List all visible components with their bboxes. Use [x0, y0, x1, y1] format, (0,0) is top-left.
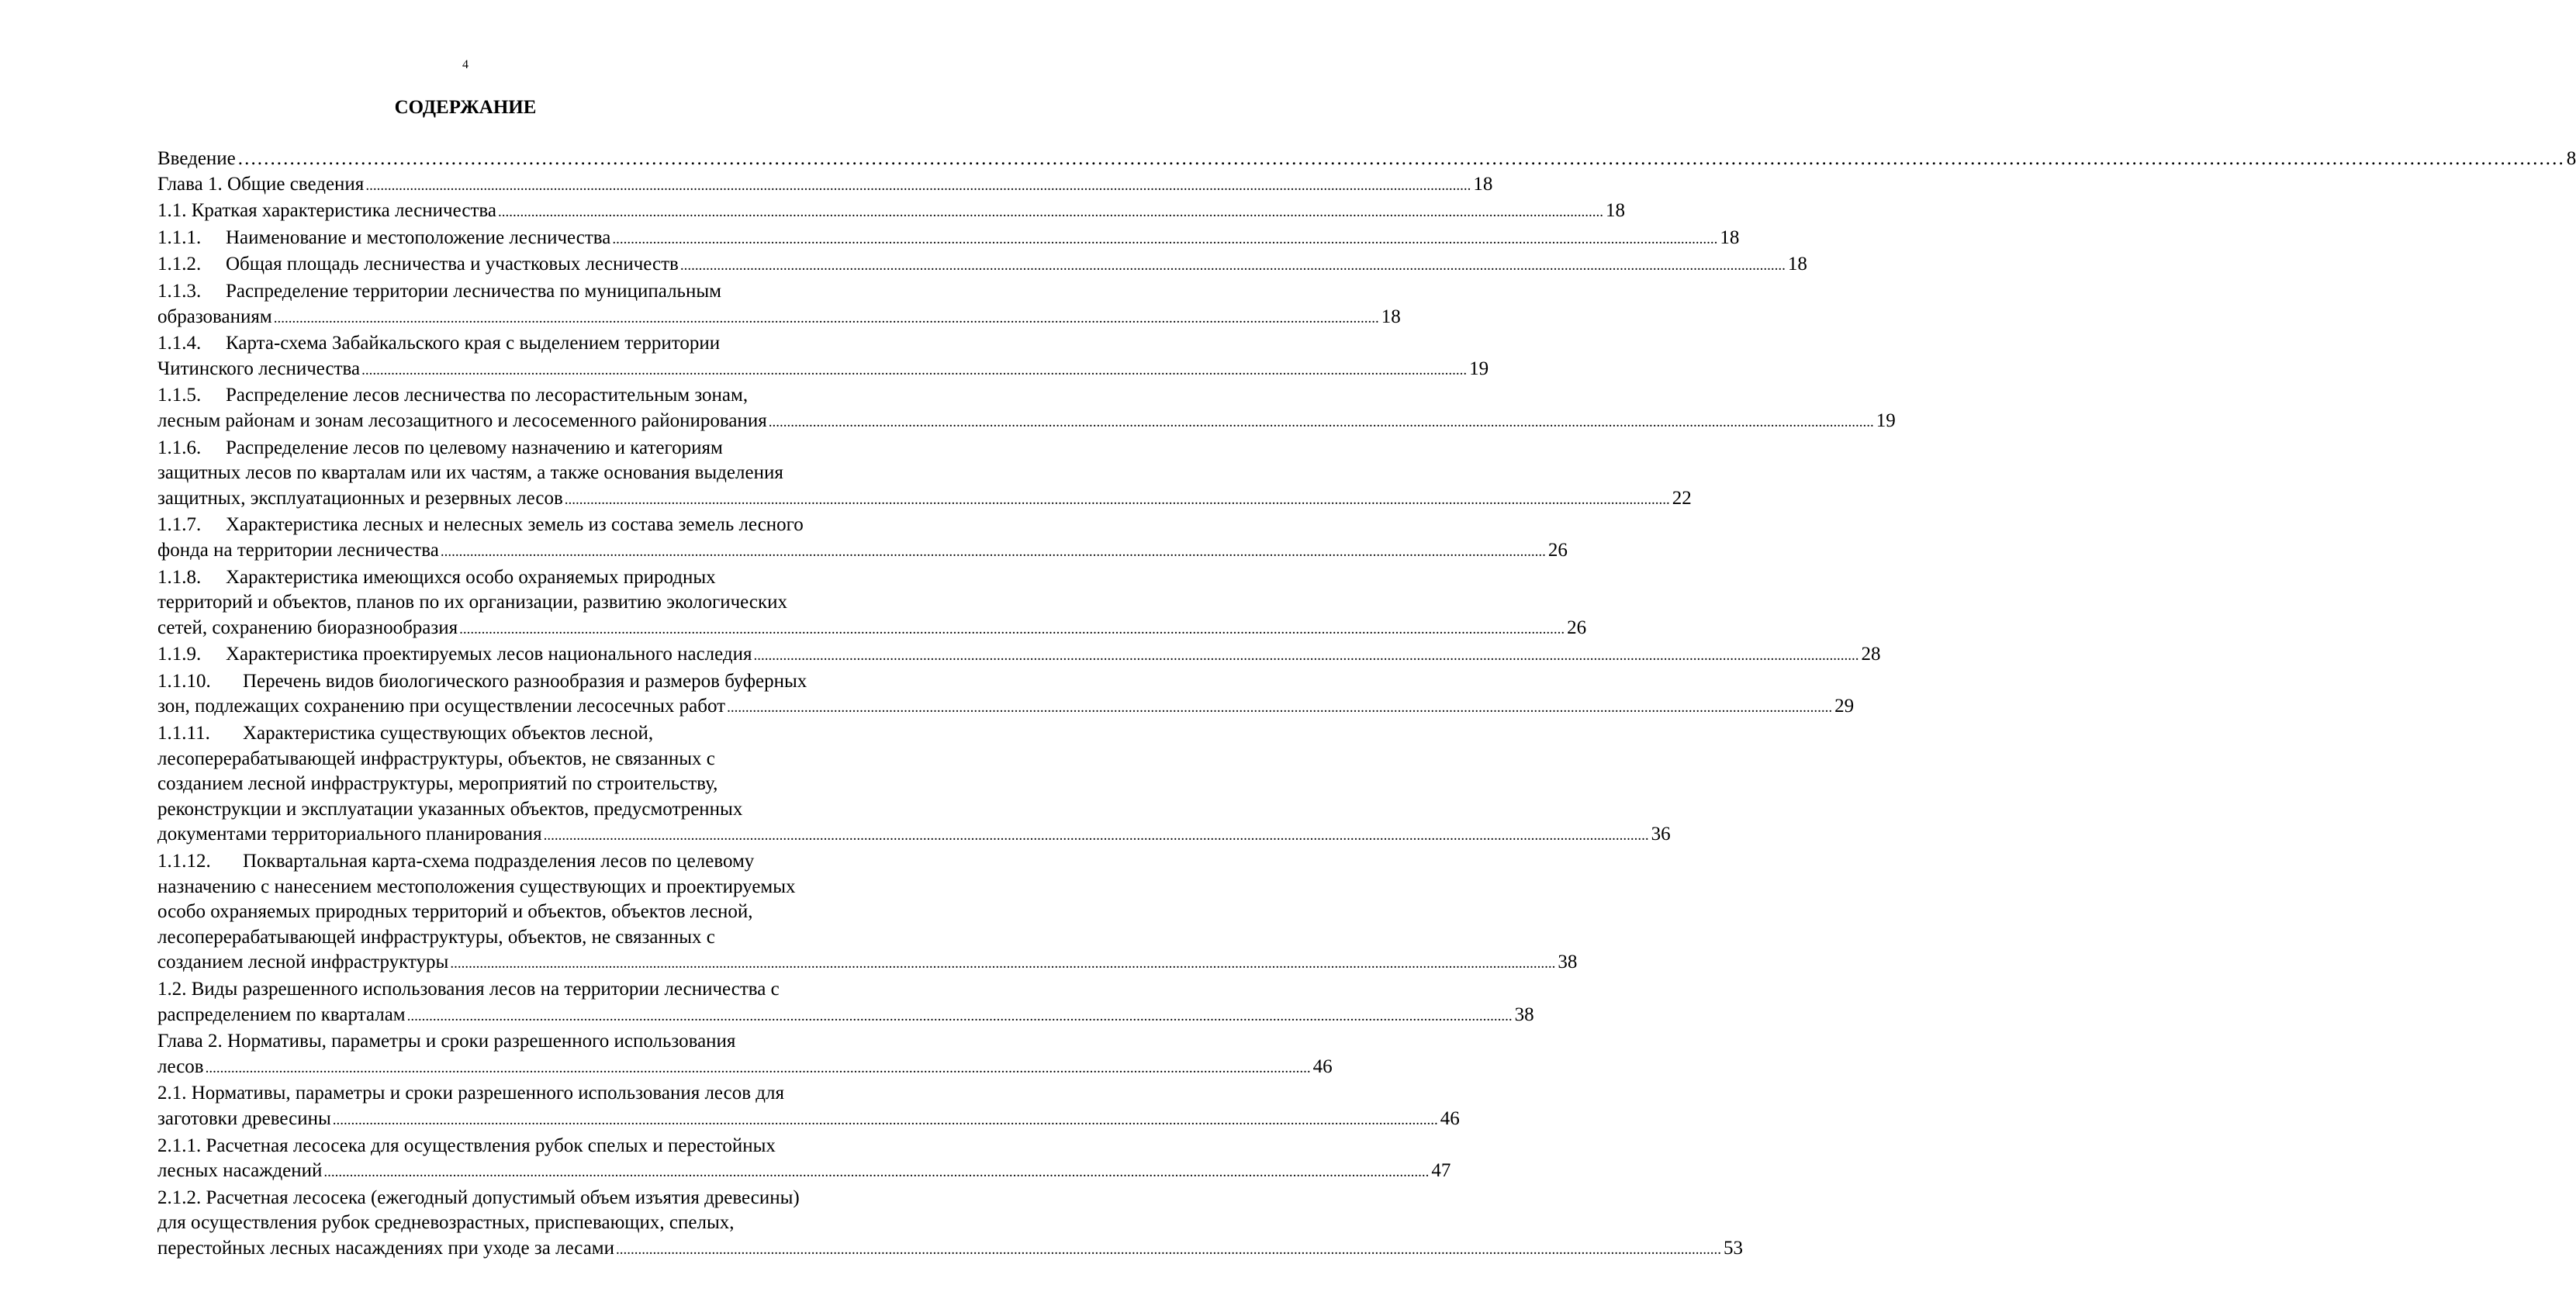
toc-entry-line: лесным районам и зонам лесозащитного и лесосеменного районирования: [157, 409, 767, 431]
toc-entry-text: [157, 592, 787, 613]
dot-leader: ............................................................................................................................................................................................................................................................................................................: [768, 413, 1874, 430]
toc-entry-text: [157, 979, 780, 1000]
dot-leader: ............................................................................................................................................................................................................................................................................................................: [323, 1164, 1430, 1181]
toc-entry-line: реконструкции и эксплуатации указанных объектов, предусмотренных: [157, 798, 743, 820]
dot-leader: ............................................................................................................................................................................................................................................................................................................: [612, 230, 1718, 247]
toc-entry[interactable]: [157, 1186, 1743, 1263]
dot-leader: ............................................................................................................................................................................................................................................................................................................: [679, 257, 1786, 275]
toc-entry-text: [157, 281, 721, 302]
toc-entry-text: [157, 694, 725, 720]
toc-entry-line: Перечень видов биологического разнообразия и размеров буферных: [243, 670, 807, 692]
dot-leader: ............................................................................................................................................................................................................................................................................................................: [365, 177, 1471, 194]
dot-leader: ............................................................................................................................................................................................................................................................................................................: [406, 1007, 1513, 1024]
toc-entry-number: 1.1.5.: [157, 385, 202, 406]
dot-leader: ............................................................................................................................................................................................................................................................................................................: [753, 648, 1859, 665]
toc-entry-line: Карта-схема Забайкальского края с выделением территории: [226, 333, 721, 354]
toc-entry-line: Общая площадь лесничества и участковых лесничеств: [226, 254, 679, 275]
toc-entry-text: [157, 799, 742, 820]
toc-entry-text: [157, 172, 364, 198]
toc-entry-page: 18: [1720, 226, 1740, 248]
toc-entry[interactable]: [157, 279, 1401, 331]
toc-entry-text: [157, 773, 717, 794]
toc-entry-text: [157, 486, 563, 512]
page-number: 4: [462, 58, 469, 71]
dot-leader: ............................................................................................................................................................................................................................................................................................................: [332, 1111, 1438, 1128]
toc-entry-text: [157, 1187, 800, 1208]
page-title: СОДЕРЖАНИЕ: [394, 97, 537, 118]
toc-entry-page: 36: [1651, 824, 1671, 845]
toc-entry-number: 1.1.7.: [157, 514, 202, 536]
toc-entry-text: [157, 199, 496, 224]
toc-entry-line: Наименование и местоположение лесничества: [226, 226, 611, 248]
toc-entry-text: [157, 950, 448, 976]
toc-entry-page: 28: [1861, 644, 1881, 665]
toc-entry-text: [157, 822, 542, 848]
toc-entry-line: особо охраняемых природных территорий и объектов, объектов лесной,: [157, 901, 753, 923]
toc-entry-line: созданием лесной инфраструктуры, мероприятий по строительству,: [157, 773, 718, 795]
toc-entry-text: [157, 1003, 406, 1028]
toc-entry[interactable]: [157, 331, 1489, 383]
toc-entry-page: 18: [1605, 200, 1625, 222]
toc-entry-line: 2.1.2. Расчетная лесосека (ежегодный допустимый объем изъятия древесины): [157, 1186, 800, 1208]
dot-leader: ............................................................................................................................................................................................................................................................................................................: [616, 1241, 1721, 1258]
toc-entry-line: Глава 1. Общие сведения: [157, 173, 365, 195]
toc-entry-page: 22: [1672, 487, 1692, 509]
toc-entry-line: 2.1.1. Расчетная лесосека для осуществления рубок спелых и перестойных: [157, 1135, 776, 1156]
toc-entry-page: 29: [1834, 696, 1855, 717]
toc-entry-page: 53: [1724, 1237, 1743, 1259]
toc-entry[interactable]: [157, 1081, 1460, 1133]
toc-entry-line: лесоперерабатывающей инфраструктуры, объектов, не связанных с: [157, 926, 715, 948]
toc-entry-line: Поквартальная карта-схема подразделения лесов по целевому: [243, 851, 755, 872]
toc-entry[interactable]: [157, 172, 1493, 199]
toc-entry[interactable]: [157, 565, 1587, 643]
toc-entry-line: распределением по кварталам: [157, 1003, 406, 1025]
toc-entry[interactable]: [157, 642, 1881, 669]
toc-entry-line: для осуществления рубок средневозрастных, приспевающих, спелых,: [157, 1212, 735, 1234]
toc-entry-number: 1.1.2.: [157, 254, 202, 275]
toc-entry-page: 38: [1514, 1003, 1534, 1025]
toc-entry-line: Распределение территории лесничества по муниципальным: [226, 280, 721, 302]
dot-leader: ............................................................................................................................................................................................................................................................................................................: [440, 543, 1546, 560]
toc-entry-text: [157, 333, 720, 354]
toc-entry-line: 1.1. Краткая характеристика лесничества: [157, 200, 496, 222]
toc-entry-page: 19: [1876, 409, 1896, 431]
toc-entry[interactable]: [157, 1029, 1333, 1081]
toc-entry-line: защитных, эксплуатационных и резервных лесов: [157, 487, 563, 509]
toc-entry-number: 1.1.11.: [157, 723, 210, 744]
toc-entry-line: Характеристика лесных и нелесных земель из состава земель лесного: [226, 514, 804, 536]
toc-entry-text: [157, 723, 653, 744]
toc-entry-text: [157, 927, 715, 948]
toc-entry-number: 1.1.12.: [157, 851, 211, 872]
toc-entry-line: лесов: [157, 1055, 204, 1077]
toc-entry[interactable]: [157, 721, 1671, 849]
toc-entry-text: [157, 437, 723, 458]
toc-entry-text: [157, 876, 796, 897]
toc-entry-line: назначению с нанесением местоположения существующих и проектируемых: [157, 876, 796, 897]
toc-entry-line: созданием лесной инфраструктуры: [157, 952, 449, 973]
toc-entry-text: [157, 1212, 735, 1233]
toc-entry-text: [157, 616, 458, 641]
toc-entry-page: 26: [1547, 539, 1568, 561]
toc-entry-line: защитных лесов по кварталам или их частям, а также основания выделения: [157, 462, 783, 484]
toc-entry[interactable]: [157, 252, 1807, 279]
toc-entry-page: 47: [1431, 1160, 1451, 1182]
toc-entry-line: Распределение лесов лесничества по лесорастительным зонам,: [226, 385, 749, 406]
toc-entry-line: образованиям: [157, 306, 272, 327]
toc-entry-line: Характеристика существующих объектов лесной,: [243, 723, 654, 744]
toc-entry[interactable]: [157, 226, 1740, 253]
toc-entry-line: Характеристика имеющихся особо охраняемых природных: [226, 566, 716, 588]
toc-entry-page: 18: [1473, 173, 1493, 195]
dot-leader: ............................................................................................................................................................................................................................................................................................................: [459, 620, 1565, 637]
toc-entry[interactable]: [157, 1134, 1451, 1186]
toc-entry-line: фонда на территории лесничества: [157, 539, 439, 561]
toc-entry-line: документами территориального планирования: [157, 824, 542, 845]
dot-leader: ............................................................................................................................................................................................................................................................................................................: [564, 491, 1670, 508]
toc-entry-line: Распределение лесов по целевому назначению и категориям: [226, 437, 723, 458]
dot-leader: ............................................................................................................................................................................................................................................................................................................: [205, 1059, 1311, 1076]
toc-entry-text: [157, 642, 752, 668]
toc-entry-text: [157, 1135, 776, 1156]
toc-entry-line: Введение: [157, 148, 236, 169]
toc-entry-text: [157, 409, 767, 434]
toc-entry-number: 1.1.8.: [157, 566, 202, 588]
toc-entry[interactable]: [157, 436, 1692, 513]
toc-entry-page: 8: [2566, 148, 2576, 169]
toc-entry-text: [157, 901, 753, 922]
toc-entry[interactable]: [157, 977, 1534, 1029]
toc-entry[interactable]: [157, 199, 1625, 226]
toc-entry-text: [157, 1055, 204, 1080]
dot-leader: ............................................................................................................................................................................................................................................................................................................: [497, 204, 1603, 221]
toc-entry-text: [157, 1236, 614, 1262]
toc-entry-page: 38: [1558, 952, 1578, 973]
toc-entry-line: лесоперерабатывающей инфраструктуры, объектов, не связанных с: [157, 748, 715, 769]
toc-entry-text: [157, 1083, 784, 1104]
toc-entry-line: зон, подлежащих сохранению при осуществлении лесосечных работ: [157, 696, 726, 717]
toc-entry-text: [157, 1159, 322, 1184]
toc-entry[interactable]: [157, 669, 1855, 721]
toc-entry-text: [157, 671, 807, 692]
toc-entry-page: 46: [1440, 1107, 1460, 1129]
dot-leader: ............................................................................................................................................................................................................................................................................................................: [273, 309, 1379, 326]
toc-entry[interactable]: [157, 383, 1896, 435]
toc-entry-text: [157, 385, 748, 406]
toc-entry-text: [157, 252, 679, 278]
toc-entry-page: 26: [1567, 617, 1587, 638]
dot-leader: ............................................................................................................................................................................................................................................................................................................: [727, 699, 1833, 717]
table-of-contents: [157, 147, 2576, 1263]
toc-entry-line: территорий и объектов, планов по их организации, развитию экологических: [157, 592, 788, 613]
dot-leader: ............................................................................................................................................................................................................................................................................................................: [543, 827, 1649, 845]
toc-entry-text: [157, 305, 272, 330]
toc-entry-number: 1.1.10.: [157, 670, 211, 692]
toc-entry-text: [157, 567, 716, 588]
toc-entry-page: 46: [1312, 1055, 1333, 1077]
toc-entry-text: [157, 538, 439, 564]
toc-entry-line: Глава 2. Нормативы, параметры и сроки разрешенного использования: [157, 1031, 736, 1052]
toc-entry-number: 1.1.4.: [157, 333, 202, 354]
toc-entry[interactable]: [157, 513, 1568, 565]
toc-entry-number: 1.1.9.: [157, 644, 202, 665]
toc-entry-text: [157, 1031, 735, 1052]
dot-leader: ………………………………………………………………………………………………………………………………………………………………………………………………………………………………………………………………………………………………………………………………: [237, 148, 2564, 169]
toc-entry-line: лесных насаждений: [157, 1160, 323, 1182]
toc-entry[interactable]: [157, 147, 2576, 172]
toc-entry-line: Характеристика проектируемых лесов национального наследия: [226, 644, 752, 665]
toc-entry-text: [157, 147, 236, 172]
dot-leader: ............................................................................................................................................................................................................................................................................................................: [450, 955, 1556, 972]
toc-entry-line: перестойных лесных насаждениях при уходе за лесами: [157, 1237, 614, 1259]
toc-entry-text: [157, 851, 754, 872]
toc-entry-number: 1.1.1.: [157, 226, 202, 248]
toc-entry-number: 1.1.3.: [157, 280, 202, 302]
toc-entry-page: 18: [1381, 306, 1401, 327]
toc-entry-page: 19: [1469, 357, 1489, 379]
toc-entry-line: Читинского лесничества: [157, 357, 361, 379]
dot-leader: ............................................................................................................................................................................................................................................................................................................: [361, 361, 1468, 378]
toc-entry-text: [157, 357, 360, 382]
toc-entry-text: [157, 514, 804, 535]
toc-entry-number: 1.1.6.: [157, 437, 202, 458]
toc-entry-line: 1.2. Виды разрешенного использования лесов на территории лесничества с: [157, 979, 780, 1000]
toc-entry-text: [157, 462, 783, 483]
toc-entry-line: заготовки древесины: [157, 1107, 331, 1129]
toc-entry-text: [157, 748, 715, 769]
toc-entry-line: сетей, сохранению биоразнообразия: [157, 617, 458, 638]
toc-entry-text: [157, 226, 610, 251]
toc-entry-page: 18: [1787, 254, 1807, 275]
toc-entry-line: 2.1. Нормативы, параметры и сроки разрешенного использования лесов для: [157, 1083, 784, 1104]
toc-entry[interactable]: [157, 849, 1578, 977]
toc-entry-text: [157, 1107, 331, 1132]
